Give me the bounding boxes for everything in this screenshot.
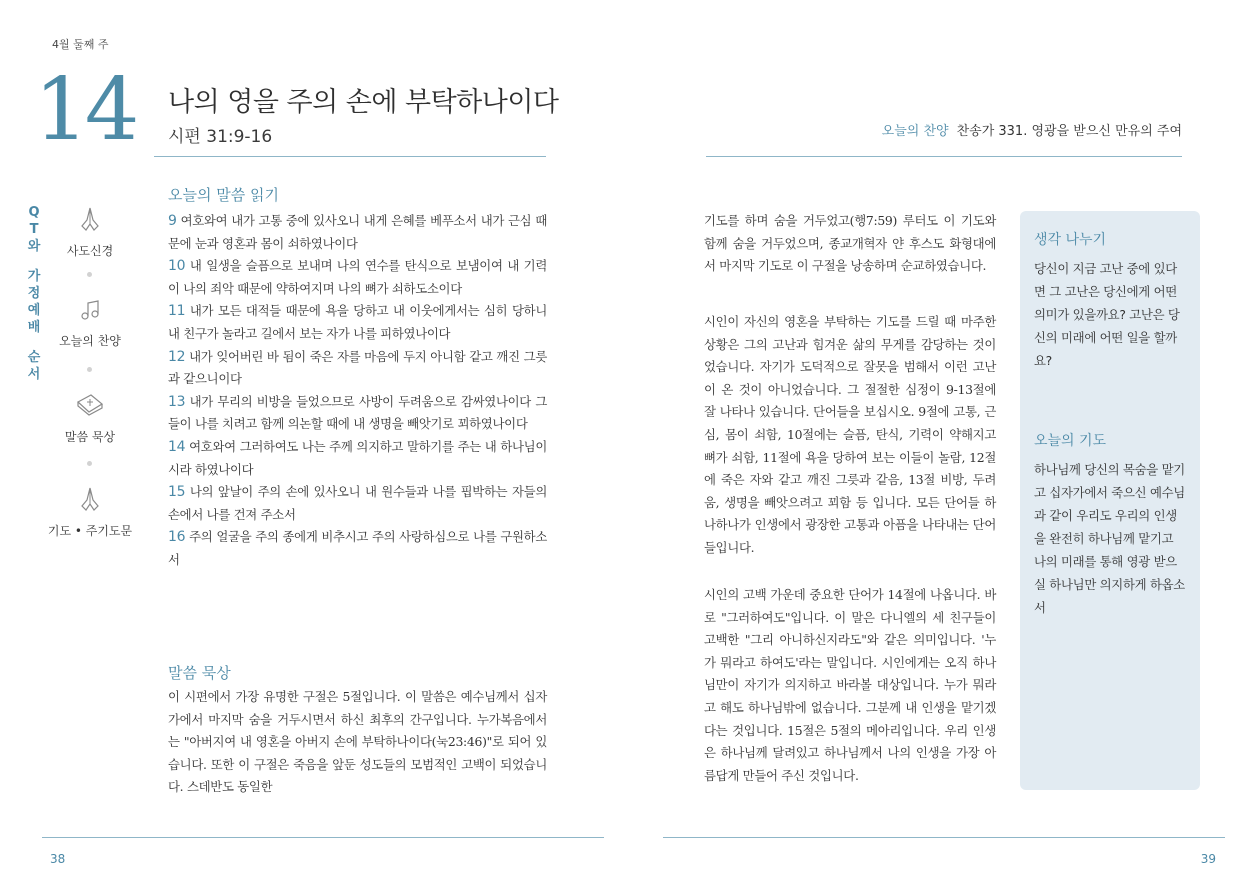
order-item-apostles-creed xyxy=(40,206,140,259)
meditation-paragraph: 이 시편에서 가장 유명한 구절은 5절입니다. 이 말씀은 예수님께서 십자가에서 마지막 숨을 거두시면서 하신 최후의 간구입니다. 누가복음에서는 "아버지여 내 영혼을 아버지 손에 부탁하나이다(눅23:46)"로 되어 있습니다. 또한 이 구절은 죽음을 앞둔 성도들의 모범적인 고백이 되었습니다. 스데반도 동일한 xyxy=(168,689,547,795)
verse xyxy=(168,526,547,571)
verse xyxy=(168,210,547,255)
verse-number: 9 xyxy=(168,213,177,229)
header-divider-left xyxy=(154,156,546,157)
verse-text: 주의 얼굴을 주의 종에게 비추시고 주의 사랑하심으로 나를 구원하소서 xyxy=(168,529,548,567)
vertical-label-char: 순 xyxy=(27,350,41,365)
reading-heading: 오늘의 말씀 읽기 xyxy=(168,186,279,204)
meditation-paragraph: 시인의 고백 가운데 중요한 단어가 14절에 나옵니다. 바로 "그러하여도"입니다. 이 말은 다니엘의 세 친구들이 고백한 "그리 아니하신지라도"와 같은 의미입니다. '누가 뭐라고 하여도'라는 말입니다. 시인에게는 오직 하나님만이 자기가 의지하고 바라볼 대상입니다. 누가 뭐라고 해도 하나님밖에 없습니다. 그분께 내 인생을 맡기겠다는 것입니다. 15절은 5절의 메아리입니다. 우리 인생은 하나님께 달려있고 하나님께서 나의 인생을 가장 아름답게 만들어 주신 것입니다. xyxy=(704,587,996,783)
order-item-label: 오늘의 찬양 xyxy=(59,334,121,348)
vertical-label-char: 가 xyxy=(27,269,41,284)
sharing-text: 당신이 지금 고난 중에 있다면 그 고난은 당신에게 어떤 의미가 있을까요? 고난은 당신의 미래에 어떤 일을 할까요? xyxy=(1034,261,1180,368)
order-item-label: 사도신경 xyxy=(66,244,114,258)
verse-number: 12 xyxy=(168,348,186,365)
week-label: 4월 둘째 주 xyxy=(52,38,109,51)
header-divider-right xyxy=(706,156,1182,157)
praying-hands-icon xyxy=(40,206,140,238)
order-item-word-meditation xyxy=(40,392,140,445)
footer-divider-right xyxy=(663,837,1225,838)
verse xyxy=(168,300,547,345)
meditation-heading: 말씀 묵상 xyxy=(168,664,231,682)
meditation-paragraph: 시인이 자신의 영혼을 부탁하는 기도를 드릴 때 마주한 상황은 그의 고난과 힘겨운 삶의 무게를 감당하는 것이었습니다. 자기가 도덕적으로 잘못을 범해서 이런 고난이 온 것이 아니었습니다. 그 절절한 심정이 9-13절에 잘 나타나 있습니다. 단어들을 보십시오. 9절에 고통, 근심, 몸이 쇠함, 10절에는 슬픔, 탄식, 기력이 약해지고 뼈가 쇠함, 11절에 욕을 당하여 보는 이들이 놀람, 12절에 죽은 자와 같고 깨진 그릇과 같음, 13절 비방, 두려움, 생명을 빼앗으려고 꾀함 등 입니다. 모든 단어들 하나하나가 인생에서 광장한 고통과 아픔을 나타내는 단어들입니다. xyxy=(704,314,996,555)
verse-text: 여호와여 그러하여도 나는 주께 의지하고 말하기를 주는 내 하나님이시라 하였나이다 xyxy=(168,438,548,477)
vertical-label-char: 예 xyxy=(27,303,41,318)
verse-text: 나의 앞날이 주의 손에 있사오니 내 원수들과 나를 핍박하는 자들의 손에서 나를 건져 주소서 xyxy=(168,484,547,522)
verse xyxy=(168,346,547,391)
verse xyxy=(168,255,547,300)
prayer-heading: 오늘의 기도 xyxy=(1034,433,1107,449)
scripture-reference: 시편 31:9-16 xyxy=(168,127,273,147)
vertical-label-char: Q xyxy=(28,205,40,220)
verse-number: 14 xyxy=(168,438,186,455)
meditation-paragraph: 기도를 하며 숨을 거두었고(행7:59) 루터도 이 기도와 함께 숨을 거두었으며, 종교개혁자 얀 후스도 화형대에서 마지막 기도로 이 구절을 낭송하며 순교하였습니다. xyxy=(704,213,996,274)
page-number-right: 39 xyxy=(1200,852,1216,866)
verse-number: 16 xyxy=(168,529,186,546)
verse-number: 10 xyxy=(168,258,186,275)
hymn-label: 오늘의 찬양 xyxy=(881,124,949,139)
separator-dot xyxy=(87,367,92,372)
day-number: 14 xyxy=(34,60,136,160)
verse-number: 11 xyxy=(168,303,186,320)
verse-number: 15 xyxy=(168,484,186,501)
vertical-label-char: 배 xyxy=(27,320,41,335)
music-note-icon xyxy=(40,298,140,328)
verse xyxy=(168,481,547,526)
separator-dot xyxy=(87,272,92,277)
vertical-label-char: 정 xyxy=(27,286,41,301)
vertical-label-char: T xyxy=(29,222,39,237)
vertical-label-char: 와 xyxy=(27,239,41,254)
praying-hands-icon xyxy=(40,486,140,518)
page-title: 나의 영을 주의 손에 부탁하나이다 xyxy=(168,87,559,118)
verse-text: 내가 모든 대적들 때문에 욕을 당하고 내 이웃에게서는 심히 당하니 내 친구가 놀라고 길에서 보는 자가 나를 피하였나이다 xyxy=(168,303,547,341)
sharing-heading: 생각 나누기 xyxy=(1034,232,1107,248)
footer-divider-left xyxy=(42,837,604,838)
verse xyxy=(168,436,547,481)
verse-text: 여호와여 내가 고통 중에 있사오니 내게 은혜를 베푸소서 내가 근심 때문에 눈과 영혼과 몸이 쇠하였나이다 xyxy=(168,213,547,251)
verse-text: 내가 무리의 비방을 들었으므로 사방이 두려움으로 감싸였나이다 그들이 나를 치려고 함께 의논할 때에 내 생명을 빼앗기로 꾀하였나이다 xyxy=(168,393,548,432)
page-number-left: 38 xyxy=(50,852,66,866)
order-item-label: 기도 • 주기도문 xyxy=(47,524,133,538)
separator-dot xyxy=(87,461,92,466)
hymn-text: 찬송가 331. 영광을 받으신 만유의 주여 xyxy=(956,124,1182,139)
bible-icon xyxy=(40,392,140,424)
verse-number: 13 xyxy=(168,393,186,410)
reflection-box xyxy=(1020,211,1200,790)
todays-hymn xyxy=(882,120,1182,139)
scripture-passage xyxy=(168,210,547,572)
order-item-label: 말씀 묵상 xyxy=(64,430,116,444)
verse-text: 내 일생을 슬픔으로 보내며 나의 연수를 탄식으로 보냄이여 내 기력이 나의 죄악 때문에 약하여지며 나의 뼈가 쇠하도소이다 xyxy=(168,258,547,296)
verse xyxy=(168,391,547,436)
prayer-text: 하나님께 당신의 목숨을 맡기고 십자가에서 죽으신 예수님과 같이 우리도 우리의 인생을 완전히 하나님께 맡기고 나의 미래를 통해 영광 받으실 하나님만 의지하게 하옵소서 xyxy=(1034,462,1185,615)
order-item-prayer xyxy=(40,486,140,539)
order-item-todays-hymn xyxy=(40,298,140,349)
verse-text: 내가 잊어버린 바 됨이 죽은 자를 마음에 두지 아니함 같고 깨진 그릇과 같으니이다 xyxy=(168,348,548,387)
vertical-label-char: 서 xyxy=(27,367,41,382)
